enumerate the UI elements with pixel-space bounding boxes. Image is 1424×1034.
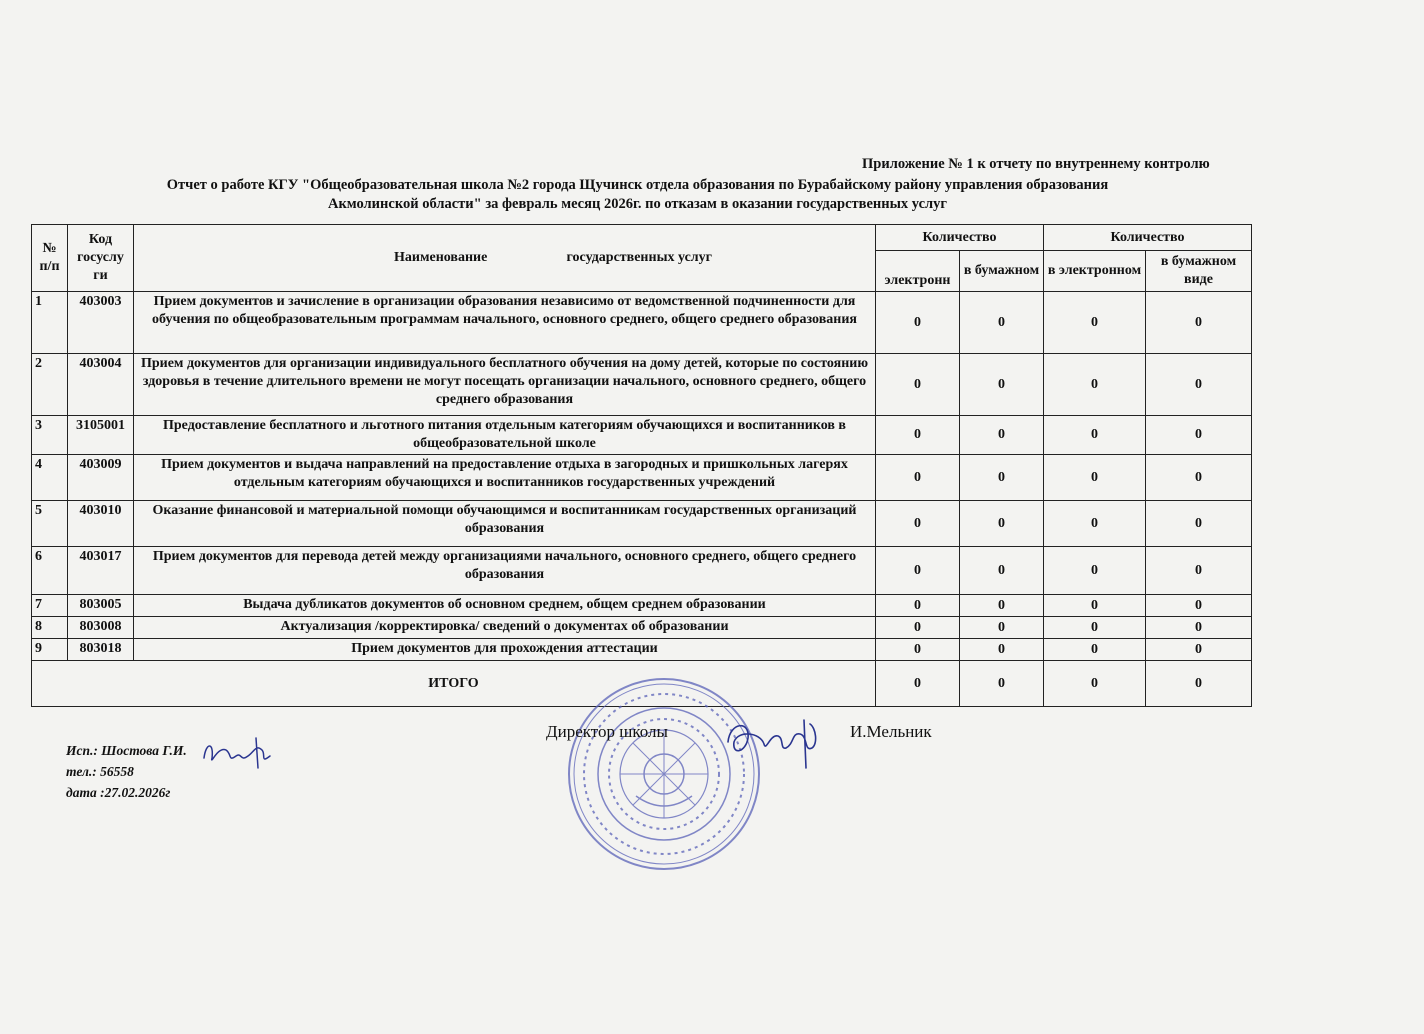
row-value-1: 0: [876, 455, 960, 501]
row-value-4: 0: [1146, 501, 1252, 547]
header-sub-3: в электронном: [1044, 251, 1146, 292]
row-service-name: Актуализация /корректировка/ сведений о документах об образовании: [134, 617, 876, 639]
row-code: 403009: [68, 455, 134, 501]
row-value-2: 0: [960, 595, 1044, 617]
row-num: 3: [32, 416, 68, 455]
report-table: [31, 224, 1252, 707]
row-service-name: Прием документов и зачисление в организации образования независимо от ведомственной подчиненности для обучения по общеобразовательным программам начального, основного среднего, общего среднего образования: [134, 292, 876, 354]
row-value-4: 0: [1146, 455, 1252, 501]
row-value-4: 0: [1146, 639, 1252, 661]
total-v2: 0: [960, 661, 1044, 707]
row-service-name: Предоставление бесплатного и льготного питания отдельным категориям обучающихся и воспитанников в общеобразовательной школе: [134, 416, 876, 455]
director-signature: [720, 712, 830, 772]
row-code: 3105001: [68, 416, 134, 455]
row-value-3: 0: [1044, 617, 1146, 639]
header-name: [134, 225, 876, 292]
row-value-3: 0: [1044, 595, 1146, 617]
table-row: [32, 617, 1252, 639]
row-num: 5: [32, 501, 68, 547]
row-service-name: Оказание финансовой и материальной помощи обучающимся и воспитанникам государственных организаций образования: [134, 501, 876, 547]
row-value-2: 0: [960, 292, 1044, 354]
row-code: 803005: [68, 595, 134, 617]
row-code: 403004: [68, 354, 134, 416]
row-value-1: 0: [876, 501, 960, 547]
table-row: [32, 501, 1252, 547]
row-value-2: 0: [960, 639, 1044, 661]
executor-name: Исп.: Шостова Г.И.: [66, 743, 187, 758]
total-label-text: ИТОГО: [428, 675, 479, 691]
row-value-1: 0: [876, 617, 960, 639]
row-value-4: 0: [1146, 292, 1252, 354]
table-row: [32, 547, 1252, 595]
report-title-line-2: Акмолинской области" за февраль месяц 2026г. по отказам в оказании государственных услуг: [327, 196, 948, 212]
table-row: [32, 595, 1252, 617]
row-value-4: 0: [1146, 595, 1252, 617]
header-code: Код госуслу ги: [68, 225, 134, 292]
director-name: И.Мельник: [850, 722, 932, 741]
table-row: [32, 292, 1252, 354]
table-row: [32, 455, 1252, 501]
total-v4: 0: [1146, 661, 1252, 707]
report-title-line-1: Отчет о работе КГУ "Общеобразовательная школа №2 города Щучинск отдела образования по Бурабайскому району управления образования: [166, 177, 1109, 193]
row-value-3: 0: [1044, 639, 1146, 661]
executor-date: дата :27.02.2026г: [66, 785, 171, 800]
row-value-4: 0: [1146, 416, 1252, 455]
row-value-3: 0: [1044, 292, 1146, 354]
director-position: Директор школы: [546, 722, 668, 741]
row-value-3: 0: [1044, 455, 1146, 501]
annex-note: Приложение № 1 к отчету по внутреннему контролю: [862, 156, 1210, 172]
executor-phone: тел.: 56558: [66, 764, 134, 779]
row-value-4: 0: [1146, 617, 1252, 639]
row-value-1: 0: [876, 639, 960, 661]
header-name-left: Наименование: [394, 250, 488, 265]
header-num: № п/п: [32, 225, 68, 292]
report-title: [30, 176, 1245, 214]
header-group-1: Количество: [876, 225, 1044, 251]
row-value-1: 0: [876, 547, 960, 595]
row-value-3: 0: [1044, 547, 1146, 595]
row-value-3: 0: [1044, 501, 1146, 547]
row-value-2: 0: [960, 501, 1044, 547]
table-row: [32, 354, 1252, 416]
round-seal-stamp: [566, 676, 762, 872]
row-code: 403003: [68, 292, 134, 354]
row-num: 4: [32, 455, 68, 501]
row-value-2: 0: [960, 547, 1044, 595]
row-value-1: 0: [876, 416, 960, 455]
row-service-name: Прием документов для прохождения аттестации: [134, 639, 876, 661]
executor-signature: [200, 736, 280, 770]
total-v1: 0: [876, 661, 960, 707]
row-value-3: 0: [1044, 354, 1146, 416]
row-code: 803018: [68, 639, 134, 661]
row-value-4: 0: [1146, 354, 1252, 416]
row-value-2: 0: [960, 354, 1044, 416]
row-value-1: 0: [876, 595, 960, 617]
row-service-name: Прием документов для организации индивидуального бесплатного обучения на дому детей, которые по состоянию здоровья в течение длительного времени не могут посещать организации начального, основного среднего, общего среднего образования: [134, 354, 876, 416]
row-service-name: Прием документов для перевода детей между организациями начального, основного среднего, общего среднего образования: [134, 547, 876, 595]
header-name-right: государственных услуг: [566, 250, 712, 265]
row-value-3: 0: [1044, 416, 1146, 455]
row-value-2: 0: [960, 617, 1044, 639]
row-num: 1: [32, 292, 68, 354]
total-v3: 0: [1044, 661, 1146, 707]
table-row: [32, 416, 1252, 455]
row-value-2: 0: [960, 416, 1044, 455]
row-code: 403017: [68, 547, 134, 595]
row-value-4: 0: [1146, 547, 1252, 595]
row-num: 6: [32, 547, 68, 595]
row-value-1: 0: [876, 292, 960, 354]
row-service-name: Выдача дубликатов документов об основном среднем, общем среднем образовании: [134, 595, 876, 617]
row-code: 803008: [68, 617, 134, 639]
row-value-2: 0: [960, 455, 1044, 501]
row-num: 2: [32, 354, 68, 416]
row-num: 9: [32, 639, 68, 661]
header-sub-2: в бумажном: [960, 251, 1044, 292]
row-value-1: 0: [876, 354, 960, 416]
row-num: 8: [32, 617, 68, 639]
row-service-name: Прием документов и выдача направлений на предоставление отдыха в загородных и пришкольных лагерях отдельным категориям обучающихся и воспитанников государственных учреждений: [134, 455, 876, 501]
row-num: 7: [32, 595, 68, 617]
row-code: 403010: [68, 501, 134, 547]
header-group-2: Количество: [1044, 225, 1252, 251]
header-sub-4: в бумажном виде: [1146, 251, 1252, 292]
table-row: [32, 639, 1252, 661]
executor-info: [66, 740, 187, 803]
header-sub-1: электронн: [876, 251, 960, 292]
